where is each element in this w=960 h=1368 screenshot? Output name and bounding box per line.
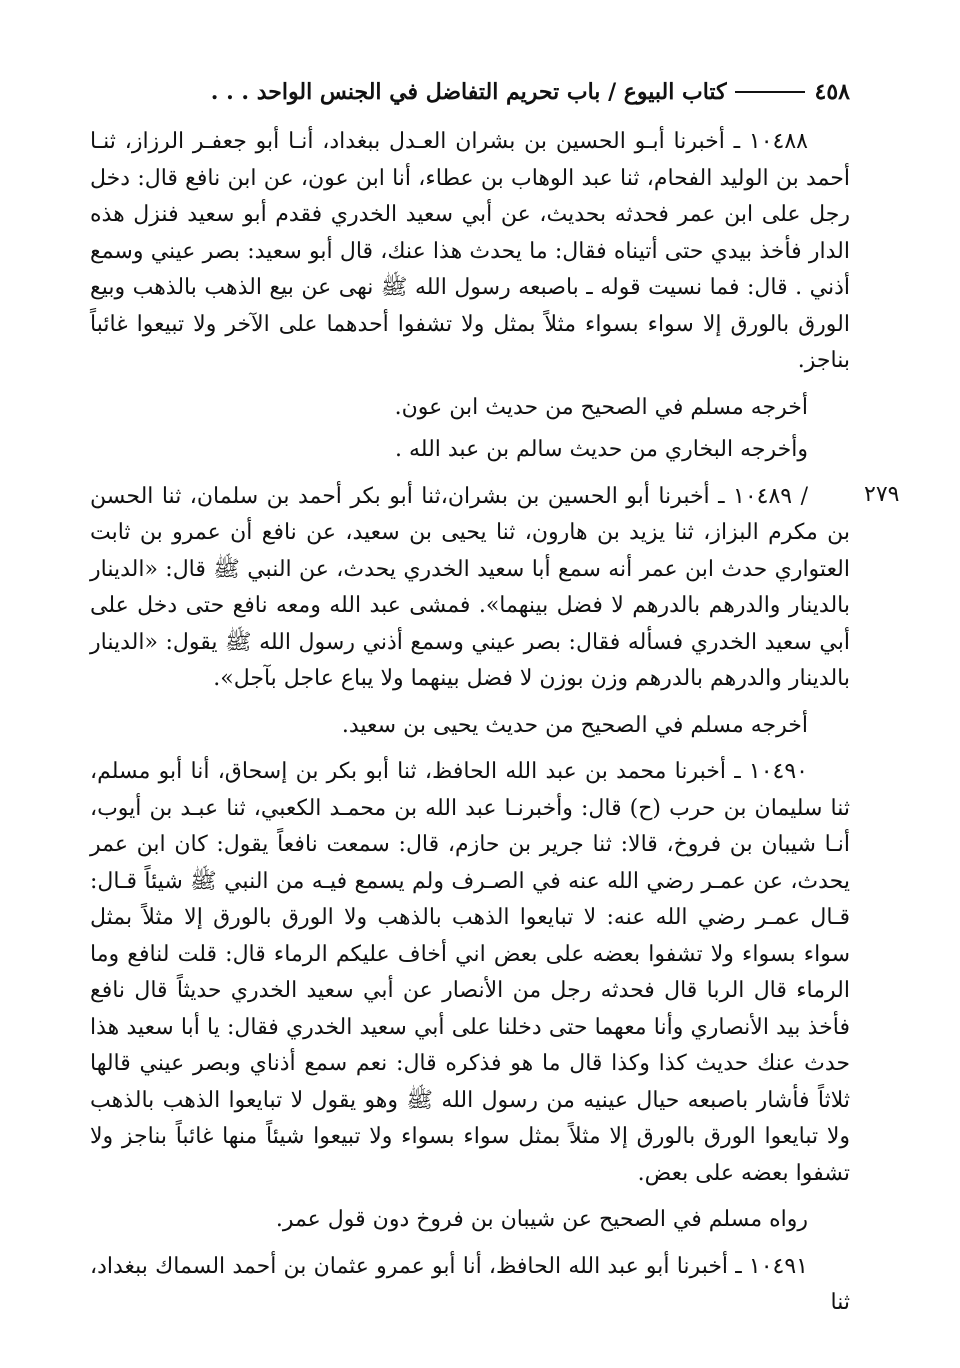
page-number: ٤٥٨ bbox=[814, 79, 850, 105]
hadith-10490: ١٠٤٩٠ ـ أخبرنا محمد بن عبد الله الحافظ، ثنا أبو بكر بن إسحاق، أنا أبو مسلم، ثنا سليمان بن حرب (ح) قال: وأخبرنـا عبد الله بن محمـد الكعبي، ثنا عبـد بن أيوب، أنـا شيبان بن فروخ، قالا: ثنا جرير بن حازم، قال: سمعت نافعاً يقول: كان ابن عمر يحدث، عن عمـر رضي الله عنه في الصـرف ولم يسمع فيـه من النبي ﷺ شيئاً قـال: قـال عمـر رضي الله عنه: لا تبايعوا الذهب بالذهب ولا الورق بالورق إلا مثلاً بمثل سواء بسواء ولا تشفوا بعضه على بعض اني أخاف عليكم الرماء قال: قلت لنافع وما الرماء قال الربا قال فحدثه رجل من الأنصار عن أبي سعيد الخدري حديثاً قال نافع فأخذ بيد الأنصاري وأنا معهما حتى دخلنا على أبي سعيد الخدري فقال: يا أبا سعيد هذا حدث عنك حديث كذا وكذا قال ما هو فذكره قال: نعم سمع أذناي وبصر عيني قالها ثلاثاً فأشار باصبعه حيال عينيه من رسول الله ﷺ وهو يقول لا تبايعوا الذهب بالذهب ولا تبايعوا الورق بالورق إلا مثلاً بمثل سواء بسواء ولا تبيعوا شيئاً منها غائباً بناجز ولا تشفوا بعضه على بعض. bbox=[90, 759, 850, 1186]
takhrij-note: أخرجه مسلم في الصحيح من حديث ابن عون. bbox=[394, 394, 808, 420]
takhrij-note: أخرجه مسلم في الصحيح من حديث يحيى بن سعيد. bbox=[341, 712, 808, 738]
hadith-10489: / ١٠٤٨٩ ـ أخبرنا أبو الحسين بن بشران،ثنا أبو بكر أحمد بن سلمان، ثنا الحسن بن مكرم البزاز، ثنا يزيد بن هارون، ثنا يحيى بن سعيد، عن نافع أن عمرو بن ثابت العتواري حدث ابن عمر أنه سمع أبا سعيد الخدري يحدث، عن النبي ﷺ قال: «الدينار بالدينار والدرهم بالدرهم لا فضل بينهما». فمشى عبد الله ومعه نافع حتى دخل على أبي سعيد الخدري فسأله فقال: بصر عيني وسمع أذني رسول الله ﷺ يقول: «الدينار بالدينار والدرهم بالدرهم وزن بوزن لا فضل بينهما ولا يباع عاجل بآجل». bbox=[90, 483, 850, 691]
hadith-10491: ١٠٤٩١ ـ أخبرنا أبو عبد الله الحافظ، أنا أبو عمرو عثمان بن أحمد السماك ببغداد، ثنا bbox=[90, 1253, 850, 1315]
running-header bbox=[90, 72, 850, 112]
header-title: كتاب البيوع / باب تحريم التفاضل في الجنس الواحد . . . bbox=[210, 79, 727, 105]
takhrij-note: وأخرجه البخاري من حديث سالم بن عبد الله . bbox=[395, 437, 808, 462]
page-body bbox=[90, 124, 850, 1322]
hadith-10488: ١٠٤٨٨ ـ أخبرنا أبـو الحسين بن بشران العـدل ببغداد، أنـا أبو جعفـر الرزاز، ثنـا أحمد بن الوليد الفحام، ثنا عبد الوهاب بن عطاء، أنا ابن عون، عن ابن نافع قال: دخل رجل على ابن عمر فحدثه بحديث، عن أبي سعيد الخدري فقدم أبو سعيد فنزل هذه الدار فأخذ بيدي حتى أتيناه فقال: ما يحدث هذا عنك، قال أبو سعيد: بصر عيني وسمع أذني . قال: فما نسيت قوله ـ باصبعه رسول الله ﷺ نهى عن بيع الذهب بالذهب وبيع الورق بالورق إلا سواء بسواء مثلاً بمثل ولا تشفوا أحدهما على الآخر ولا تبيعوا غائباً بناجز. bbox=[90, 129, 850, 373]
header-rule bbox=[735, 91, 805, 93]
margin-folio-number: ٢٧٩ bbox=[864, 482, 900, 507]
takhrij-note: رواه مسلم في الصحيح عن شيبان بن فروخ دون قول عمر. bbox=[275, 1207, 808, 1232]
